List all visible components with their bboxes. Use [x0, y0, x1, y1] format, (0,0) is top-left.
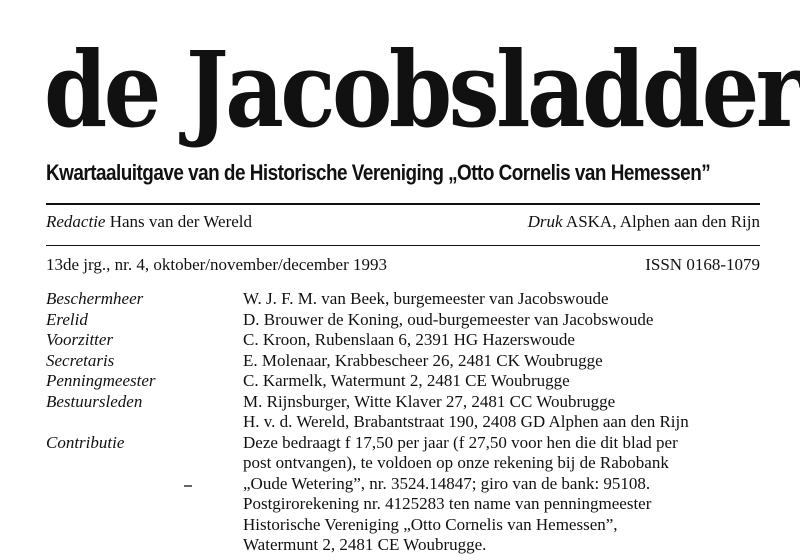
role-label: Penningmeester — [46, 371, 156, 390]
masthead-title: de Jacobsladder — [44, 28, 800, 151]
board-entry-voorzitter — [46, 330, 763, 351]
issn-number: ISSN 0168-1079 — [645, 255, 760, 274]
board-entry-erelid — [46, 310, 763, 331]
credits-divider — [46, 245, 760, 246]
value-line: Postgirorekening nr. 4125283 ten name van penningmeester — [243, 494, 652, 513]
role-label: Secretaris — [46, 350, 115, 370]
value-line: W. J. F. M. van Beek, burgemeester van Jacobswoude — [243, 289, 609, 308]
publication-subtitle: Kwartaaluitgave van de Historische Vereniging „Otto Cornelis van Hemessen” — [46, 160, 711, 185]
role-label: Beschermheer — [46, 289, 144, 308]
role-value — [243, 371, 763, 392]
value-line: „Oude Wetering”, nr. 3524.14847; giro van de bank: 95108. — [243, 473, 651, 493]
printer-label: Druk — [527, 212, 563, 231]
role-value — [243, 392, 763, 433]
role-value — [243, 351, 763, 372]
board-entry-beschermheer — [46, 289, 763, 310]
board-entry-bestuursleden — [46, 392, 763, 433]
value-line: Watermunt 2, 2481 CE Woubrugge. — [243, 535, 487, 554]
role-label: Erelid — [46, 309, 88, 329]
role-value — [243, 330, 763, 351]
issue-info: 13de jrg., nr. 4, oktober/november/december 1993 — [46, 255, 388, 274]
editor-name: Hans van der Wereld — [109, 212, 253, 231]
board-entry-penningmeester — [46, 371, 763, 392]
masthead-divider — [46, 203, 760, 205]
editor-credit — [46, 212, 252, 232]
value-line: post ontvangen), te voldoen op onze rekening bij de Rabobank — [243, 453, 669, 472]
printer-credit — [528, 212, 760, 232]
board-list — [46, 289, 763, 556]
role-label: Voorzitter — [46, 330, 114, 349]
value-line: D. Brouwer de Koning, oud-burgemeester van Jacobswoude — [243, 309, 654, 329]
role-label: Bestuursleden — [46, 391, 143, 411]
value-line: C. Karmelk, Watermunt 2, 2481 CE Woubrugge — [243, 371, 570, 390]
role-label: Contributie — [46, 432, 125, 452]
role-value — [243, 289, 763, 310]
role-value — [243, 310, 763, 331]
value-line: Deze bedraagt f 17,50 per jaar (f 27,50 voor hen die dit blad per — [243, 432, 678, 452]
editor-label: Redactie — [46, 212, 106, 231]
value-line: Historische Vereniging „Otto Cornelis van Hemessen”, — [243, 514, 618, 534]
value-line: C. Kroon, Rubenslaan 6, 2391 HG Hazerswoude — [243, 330, 575, 349]
board-entry-contributie — [46, 433, 763, 556]
value-line: H. v. d. Wereld, Brabantstraat 190, 2408 GD Alphen aan den Rijn — [243, 412, 689, 431]
printer-name: ASKA, Alphen aan den Rijn — [565, 212, 760, 231]
role-value — [243, 433, 763, 556]
board-entry-secretaris — [46, 351, 763, 372]
value-line: E. Molenaar, Krabbescheer 26, 2481 CK Woubrugge — [243, 350, 603, 370]
print-speck — [184, 485, 192, 487]
value-line: M. Rijnsburger, Witte Klaver 27, 2481 CC Woubrugge — [243, 391, 616, 411]
